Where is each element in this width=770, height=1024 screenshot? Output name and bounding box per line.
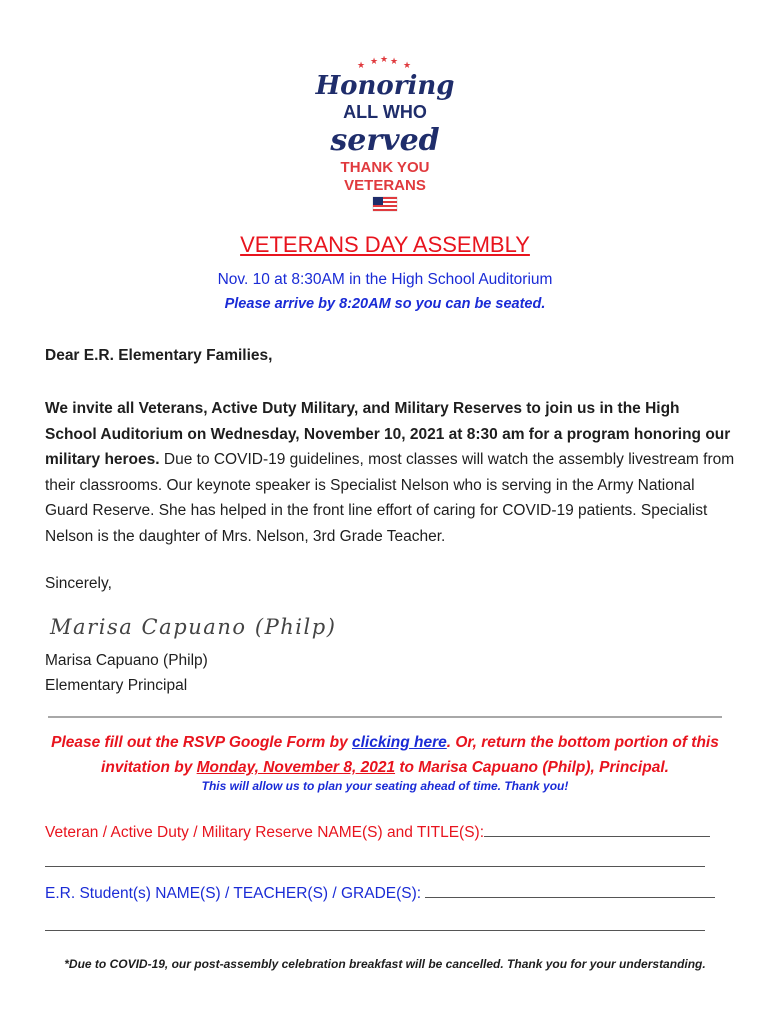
event-time-location: Nov. 10 at 8:30AM in the High School Auditorium	[217, 271, 553, 288]
svg-text:★: ★	[370, 57, 379, 67]
signer-title: Elementary Principal	[45, 677, 188, 694]
honoring-veterans-logo	[300, 56, 470, 216]
logo-line4: THANK YOU	[340, 159, 430, 176]
rsvp-text-4: to Marisa Capuano (Philp), Principal.	[395, 759, 669, 776]
signer-name: Marisa Capuano (Philp)	[45, 652, 208, 669]
rsvp-text-3: invitation by	[101, 759, 197, 776]
footnote: *Due to COVID-19, our post-assembly celebration breakfast will be cancelled. Thank you for your understanding.	[64, 957, 706, 971]
rsvp-deadline: Monday, November 8, 2021	[196, 759, 396, 776]
letter-greeting: Dear E.R. Elementary Families,	[45, 347, 273, 364]
us-flag-icon	[373, 197, 397, 211]
letter-closing: Sincerely,	[45, 575, 112, 592]
logo-line2: ALL WHO	[343, 102, 427, 122]
student-names-blank-2[interactable]	[45, 930, 705, 931]
arrival-note: Please arrive by 8:20AM so you can be seated.	[224, 296, 546, 312]
logo-line3: served	[330, 123, 440, 158]
svg-text:★: ★	[380, 56, 389, 65]
stars-icon	[357, 56, 411, 71]
svg-text:★: ★	[390, 57, 399, 67]
rsvp-text-1: Please fill out the RSVP Google Form by	[51, 734, 352, 751]
veteran-names-blank[interactable]	[484, 836, 710, 837]
student-names-label: E.R. Student(s) NAME(S) / TEACHER(S) / GRADE(S):	[45, 885, 422, 902]
rsvp-note: This will allow us to plan your seating ahead of time. Thank you!	[201, 779, 569, 793]
veteran-names-field[interactable]	[45, 824, 710, 842]
letter-body	[45, 396, 735, 549]
logo-line5: VETERANS	[344, 177, 426, 194]
handwritten-signature	[48, 610, 348, 642]
page-title: VETERANS DAY ASSEMBLY	[240, 232, 530, 257]
veteran-names-blank-2[interactable]	[45, 866, 705, 867]
letter-body-rest: Due to COVID-19 guidelines, most classes will watch the assembly livestream from their classrooms. Our keynote speaker is Specialist Nelson who is serving in the Army National Guard Reserve. She has helped in the front line effort of caring for COVID-19 patients. Specialist Nelson is the daughter of Mrs. Nelson, 3rd Grade Teacher.	[45, 451, 735, 545]
rsvp-form-link[interactable]: clicking here	[352, 734, 447, 751]
svg-text:Marisa Capuano (Philp): Marisa Capuano (Philp)	[50, 615, 335, 639]
student-names-blank[interactable]	[425, 897, 715, 898]
logo-line1: Honoring	[315, 71, 455, 101]
svg-text:★: ★	[357, 61, 366, 71]
divider	[48, 716, 722, 718]
letter-body-bold: We invite all Veterans, Active Duty Military, and Military Reserves to join us in the High School Auditorium on Wednesday, November 10, 2021 at 8:30 am for a program honoring our military heroes.	[45, 400, 731, 468]
rsvp-text-2: . Or, return the bottom portion of this	[446, 734, 719, 751]
veteran-names-label: Veteran / Active Duty / Military Reserve NAME(S) and TITLE(S):	[45, 824, 485, 841]
student-names-field[interactable]	[45, 885, 715, 903]
rsvp-instructions	[0, 730, 770, 780]
svg-text:★: ★	[403, 61, 412, 71]
